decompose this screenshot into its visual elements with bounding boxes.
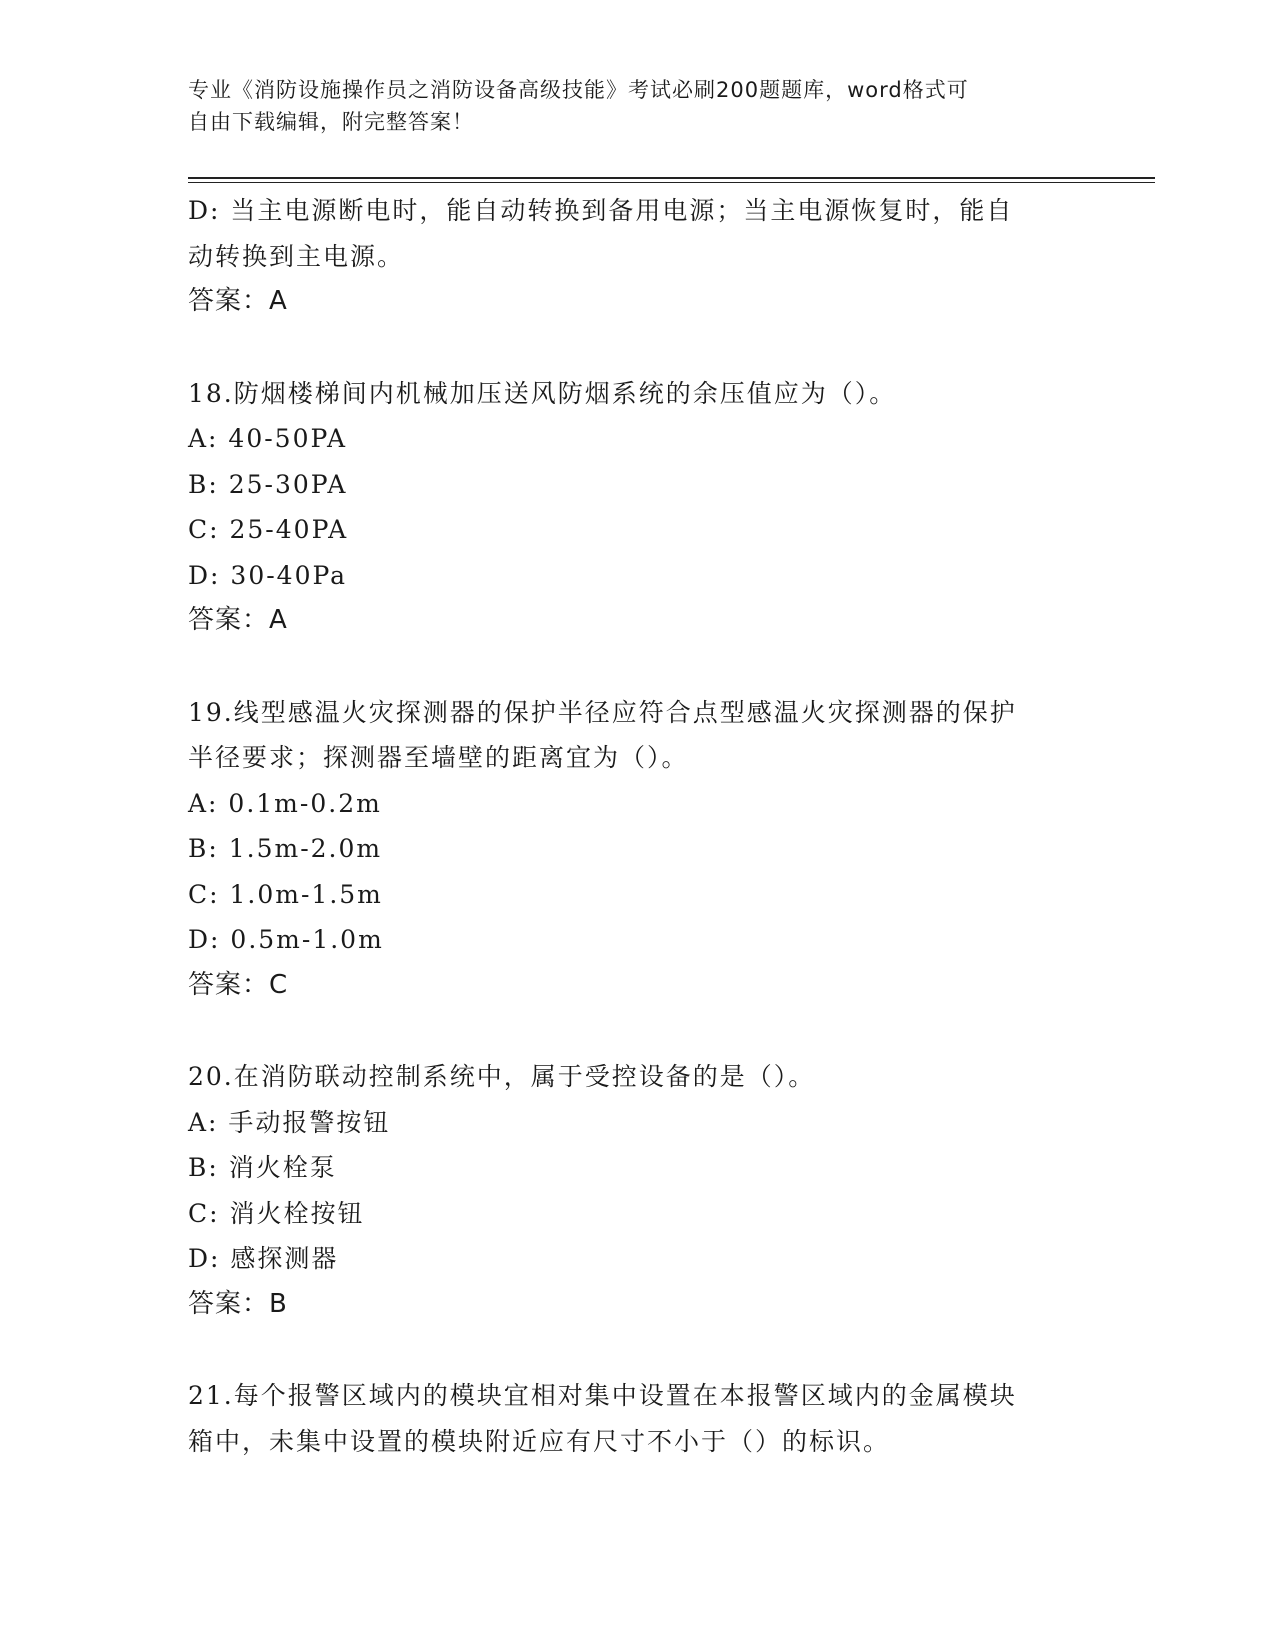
question-text-line-2: 箱中，未集中设置的模块附近应有尺寸不小于（）的标识。 [188,1426,891,1456]
option-d-line-2: 动转换到主电源。 [188,241,405,271]
option-c: C: 25-40PA [188,515,349,544]
answer: 答案：C [188,969,289,1000]
question-text: 20.在消防联动控制系统中，属于受控设备的是（）。 [188,1062,816,1091]
option-b: B: 1.5m-2.0m [188,834,383,863]
answer: 答案：A [188,286,288,316]
option-b: B: 25-30PA [188,469,348,499]
document-body [188,188,1088,1464]
header-title-line-1: 专业《消防设施操作员之消防设备高级技能》考试必刷200题题库，word格式可 [188,78,969,102]
question-20 [188,1054,1088,1327]
option-d: D: 0.5m-1.0m [188,925,384,954]
question-19 [188,690,1088,1009]
question-text-line-1: 21.每个报警区域内的模块宜相对集中设置在本报警区域内的金属模块 [188,1381,1017,1410]
answer: 答案：B [188,1288,288,1319]
spacer [188,325,1088,371]
option-a: A: 手动报警按钮 [188,1107,391,1137]
question-18 [188,371,1088,644]
spacer [188,1327,1088,1373]
question-17-tail [188,188,1088,325]
spacer [188,1008,1088,1054]
page-header [188,74,1068,138]
option-d: D: 30-40Pa [188,560,348,590]
option-c: C: 消火栓按钮 [188,1198,365,1228]
header-title-line-2: 自由下载编辑，附完整答案！ [188,110,474,134]
answer: 答案：A [188,605,288,635]
option-d: D: 感探测器 [188,1244,339,1273]
option-b: B: 消火栓泵 [188,1153,337,1182]
option-a: A: 40-50PA [188,424,348,453]
question-text: 18.防烟楼梯间内机械加压送风防烟系统的余压值应为（）。 [188,378,897,408]
header-divider [188,177,1155,183]
option-d-line-1: D: 当主电源断电时，能自动转换到备用电源；当主电源恢复时，能自 [188,196,1014,225]
question-text-line-1: 19.线型感温火灾探测器的保护半径应符合点型感温火灾探测器的保护 [188,697,1017,727]
option-c: C: 1.0m-1.5m [188,879,383,909]
spacer [188,644,1088,690]
option-a: A: 0.1m-0.2m [188,788,382,818]
question-text-line-2: 半径要求；探测器至墙壁的距离宜为（）。 [188,743,689,772]
question-21 [188,1373,1088,1464]
